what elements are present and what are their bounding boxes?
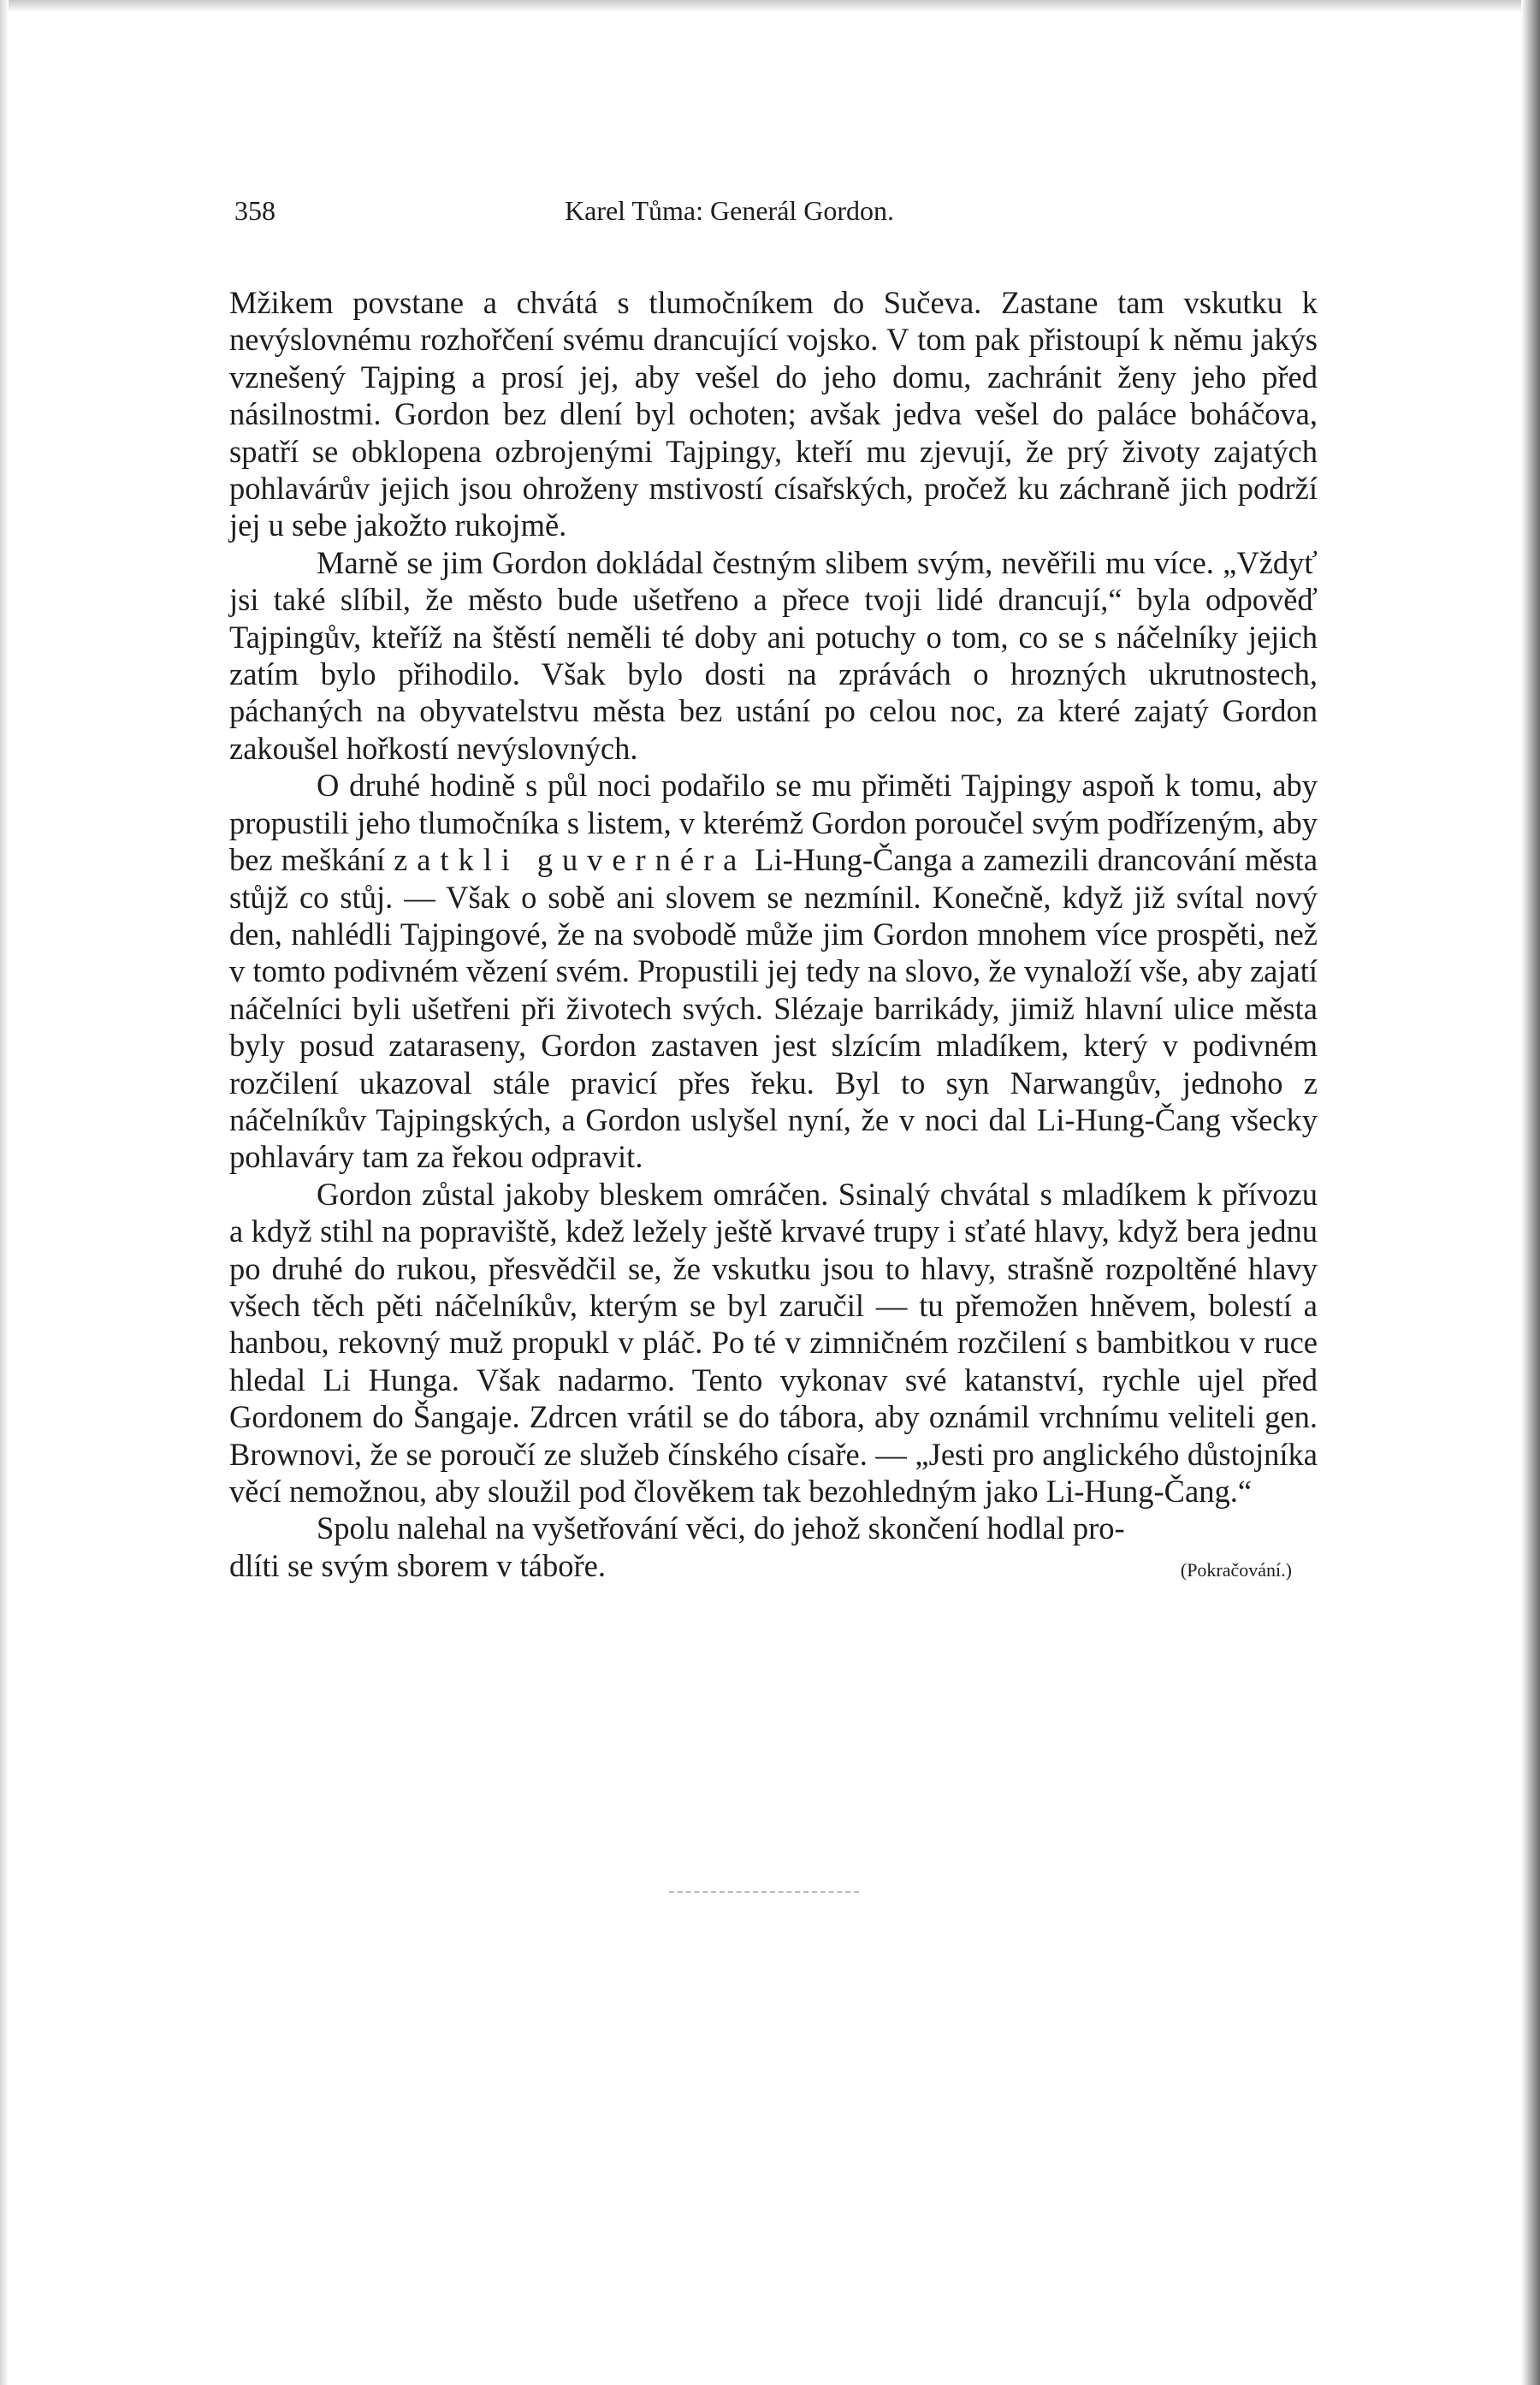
- paragraph-5: [229, 1510, 1318, 1588]
- paragraph-3-text-after: Li-Hung-Čanga a zamezili drancování města stůjž co stůj. — Však o sobě ani slovem se nezmínil. Konečně, když již svítal nový den, nahlédli Tajpingové, že na svobodě může jim Gordon mnohem více prospěti, než v tomto podivném vězení svém. Propustili jej tedy na slovo, že vynaloží vše, aby zajatí náčelníci byli ušetřeni při životech svých. Slézaje barrikády, jimiž hlavní ulice města byly posud zataraseny, Gordon zastaven jest slzícím mladíkem, který v podivném rozčilení ukazoval stále pravicí přes řeku. Byl to syn Narwangův, jednoho z náčelníkův Tajpingských, a Gordon uslyšel nyní, že v noci dal Li-Hung-Čang všecky pohlaváry tam za řekou odpravit.: [229, 842, 1318, 1175]
- paragraph-1: Mžikem povstane a chvátá s tlumočníkem do Sučeva. Zastane tam vskutku k nevýslovnému rozhořčení svému drancující vojsko. V tom pak přistoupí k němu jakýs vznešený Tajping a prosí jej, aby vešel do jeho domu, zachránit ženy jeho před násilnostmi. Gordon bez dlení byl ochoten; avšak jedva vešel do paláce boháčova, spatří se obklopena ozbrojenými Tajpingy, kteří mu zjevují, že prý životy zajatých pohlavárův jejich jsou ohroženy mstivostí císařských, pročež ku záchraně jich podrží jej u sebe jakožto rukojmě.: [229, 285, 1318, 543]
- running-title: Karel Tůma: Generál Gordon.: [565, 195, 895, 226]
- scan-edge-top: [0, 0, 1540, 12]
- scan-edge-right: [1521, 0, 1540, 2385]
- paragraph-5-first-line: Spolu nalehal na vyšetřování věci, do jehož skončení hodlal pro-: [317, 1510, 1125, 1546]
- continued-note: (Pokračování.): [1180, 1558, 1292, 1581]
- book-page: [229, 195, 1318, 1588]
- running-head: [229, 195, 1318, 241]
- paragraph-2: Marně se jim Gordon dokládal čestným slibem svým, nevěřili mu více. „Vždyť jsi také slíbil, že město bude ušetřeno a přece tvoji lidé drancují,“ byla odpověď Tajpingův, kteříž na štěstí neměli té doby ani potuchy o tom, co se s náčelníky jejich zatím bylo přihodilo. Však bylo dosti na zprávách o hrozných ukrutnostech, páchaných na obyvatelstvu města bez ustání po celou noc, za které zajatý Gordon zakoušel hořkostí nevýslovných.: [229, 544, 1318, 766]
- end-divider: [669, 1891, 859, 1893]
- paragraph-3-text-before: O druhé hodině s půl noci podařilo se mu přiměti Tajpingy aspoň k tomu, aby propustili jeho tlumočníka s listem, v kterémž Gordon poroučel svým podřízeným, aby bez meškání: [229, 768, 1318, 878]
- page-number: 358: [234, 195, 275, 226]
- paragraph-3: [229, 767, 1318, 1175]
- scan-edge-left: [0, 0, 9, 2385]
- body-text: [229, 284, 1318, 1588]
- paragraph-5-last-line: [229, 1547, 1318, 1588]
- paragraph-4: Gordon zůstal jakoby bleskem omráčen. Ssinalý chvátal s mladíkem k přívozu a když stihl na popraviště, kdež ležely ještě krvavé trupy i sťaté hlavy, když bera jednu po druhé do rukou, přesvědčil se, že vskutku jsou to hlavy, strašně rozpoltěné hlavy všech těch pěti náčelníkův, kterým se byl zaručil — tu přemožen hněvem, bolestí a hanbou, rekovný muž propukl v pláč. Po té v zimničném rozčilení s bambitkou v ruce hledal Li Hunga. Však nadarmo. Tento vykonav své katanství, rychle ujel před Gordonem do Šangaje. Zdrcen vrátil se do tábora, aby oznámil vrchnímu veliteli gen. Brownovi, že se poroučí ze služeb čínského císaře. — „Jesti pro anglického důstojníka věcí nemožnou, aby sloužil pod člověkem tak bezohledným jako Li-Hung-Čang.“: [229, 1176, 1318, 1509]
- paragraph-3-spaced-text: zatkli guvernéra: [394, 842, 747, 878]
- paragraph-5-last-line-text: dlíti se svým sborem v táboře.: [229, 1547, 606, 1583]
